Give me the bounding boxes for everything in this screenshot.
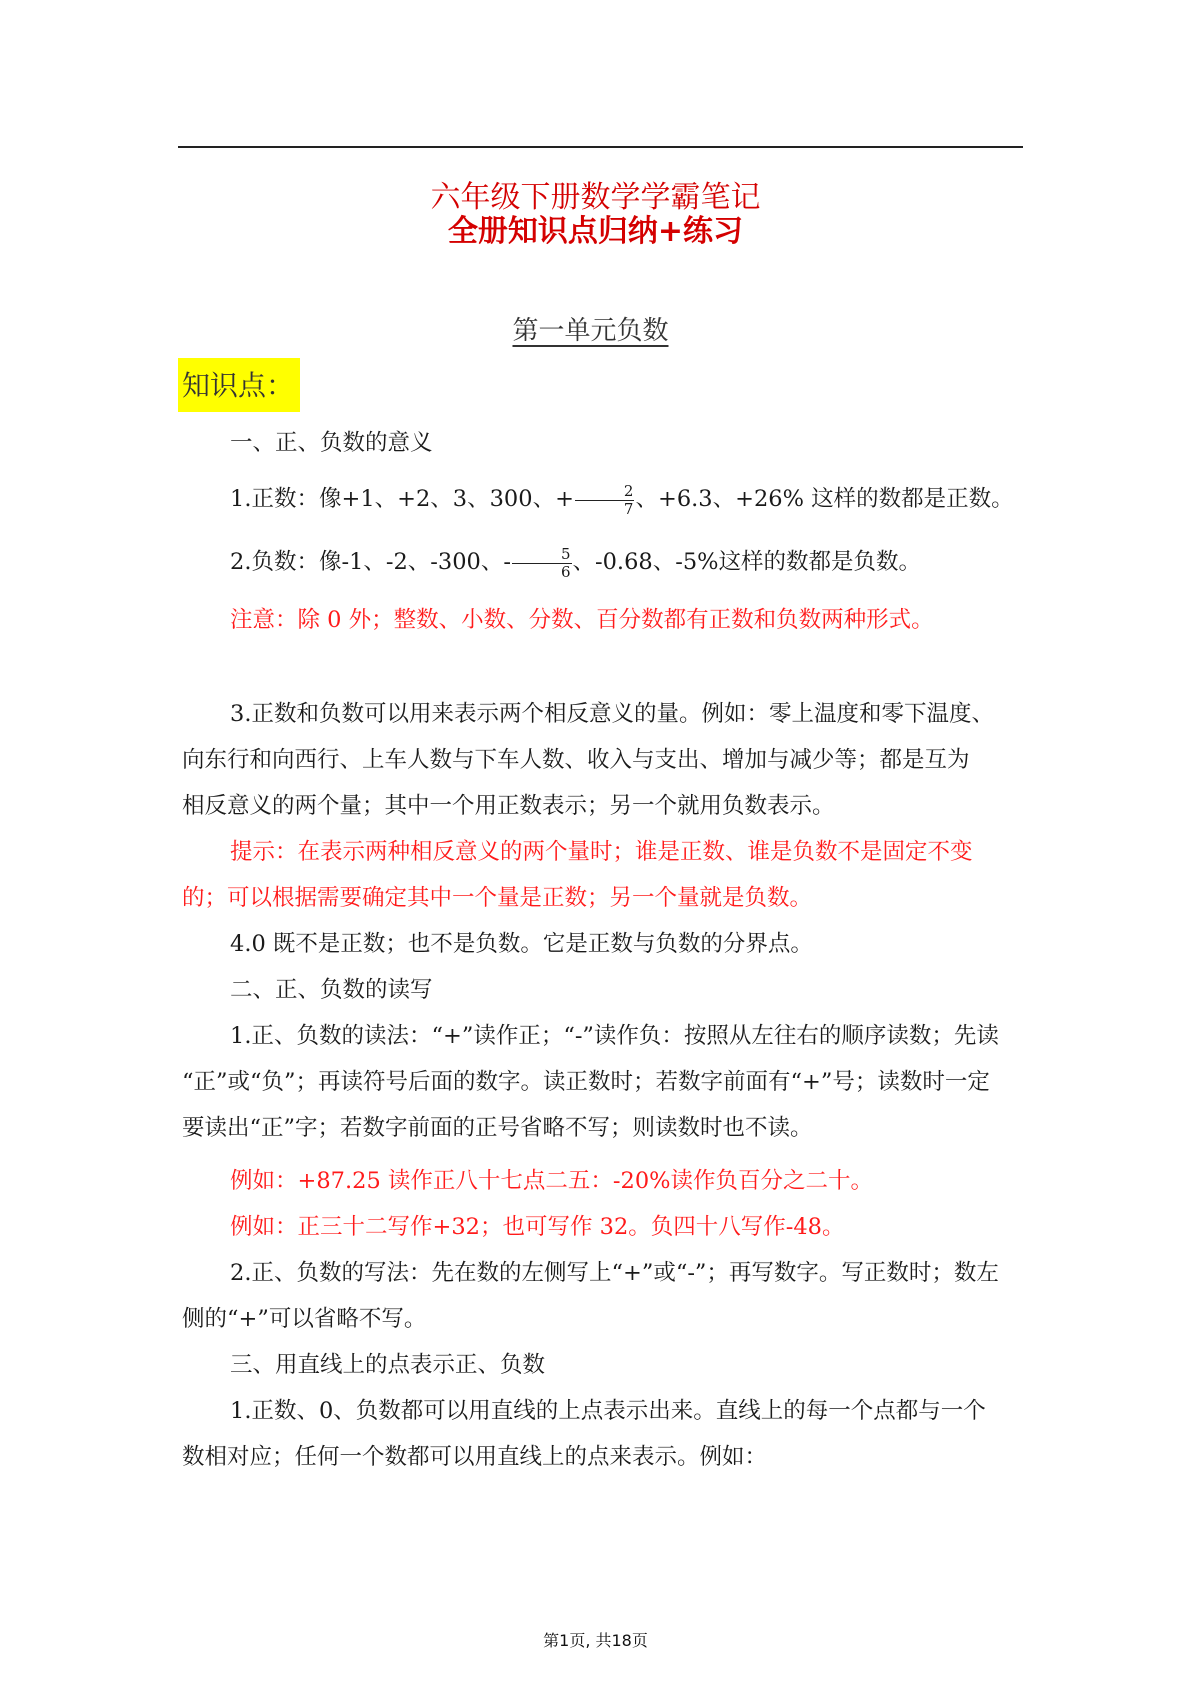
example-2: 例如：正三十二写作+32；也可写作 32。负四十八写作-48。 (230, 1214, 845, 1240)
writing-rule-line1: 2.正、负数的写法：先在数的左侧写上“+”或“-”；再写数字。写正数时；数左 (230, 1260, 999, 1286)
number-line-line2: 数相对应；任何一个数都可以用直线上的点来表示。例如： (182, 1444, 768, 1470)
doc-title-line2: 全册知识点归纳+练习 (447, 214, 744, 249)
section2-heading: 二、正、负数的读写 (230, 977, 433, 1003)
paragraph-4: 4.0 既不是正数；也不是负数。它是正数与负数的分界点。 (230, 931, 813, 957)
negative-number-definition: 2.负数：像-1、-2、-300、- $\frac{5}{6}$ 、-0.68、-5%这样的数都是负数。 (230, 544, 922, 581)
page-number: 第1页, 共18页 (543, 1631, 648, 1650)
paragraph-3-line1: 3.正数和负数可以用来表示两个相反意义的量。例如：零上温度和零下温度、 (230, 701, 994, 727)
header-rule (178, 146, 1023, 148)
number-line-line1: 1.正数、0、负数都可以用直线的上点表示出来。直线上的每一个点都与一个 (230, 1398, 986, 1424)
section3-heading: 三、用直线上的点表示正、负数 (230, 1352, 546, 1378)
fraction-2-7: $\frac{2}{7}$ (575, 483, 635, 518)
writing-rule-line2: 侧的“+”可以省略不写。 (182, 1306, 427, 1332)
fraction-5-6: $\frac{5}{6}$ (512, 546, 572, 581)
unit-title: 第一单元负数 (512, 316, 669, 346)
section1-heading: 一、正、负数的意义 (230, 430, 433, 456)
example-1: 例如：+87.25 读作正八十七点二五：-20%读作负百分之二十。 (230, 1168, 874, 1194)
reading-rule-line2: “正”或“负”；再读符号后面的数字。读正数时；若数字前面有“+”号；读数时一定 (182, 1069, 990, 1095)
reading-rule-line1: 1.正、负数的读法：“+”读作正；“-”读作负：按照从左往右的顺序读数；先读 (230, 1023, 999, 1049)
tip-line1: 提示：在表示两种相反意义的两个量时；谁是正数、谁是负数不是固定不变 (230, 839, 973, 865)
note-text: 注意：除 0 外；整数、小数、分数、百分数都有正数和负数两种形式。 (230, 607, 934, 633)
tip-line2: 的；可以根据需要确定其中一个量是正数；另一个量就是负数。 (182, 885, 813, 911)
doc-title-line1: 六年级下册数学学霸笔记 (430, 180, 761, 215)
reading-rule-line3: 要读出“正”字；若数字前面的正号省略不写；则读数时也不读。 (182, 1115, 813, 1141)
paragraph-3-line2: 向东行和向西行、上车人数与下车人数、收入与支出、增加与减少等；都是互为 (182, 747, 970, 773)
paragraph-3-line3: 相反意义的两个量；其中一个用正数表示；另一个就用负数表示。 (182, 793, 835, 819)
positive-number-definition: 1.正数：像+1、+2、3、300、+ $\frac{2}{7}$ 、+6.3、+26% 这样的数都是正数。 (230, 481, 1014, 518)
knowledge-points-label: 知识点： (178, 358, 300, 412)
